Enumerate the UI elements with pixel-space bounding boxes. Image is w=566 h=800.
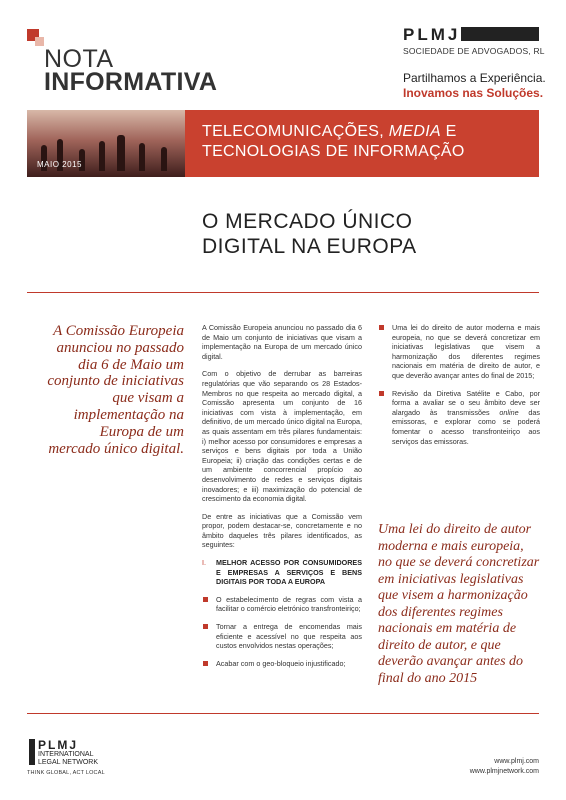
footer-tagline: THINK GLOBAL, ACT LOCAL: [27, 770, 105, 776]
body-paragraph: Com o objetivo de derrubar as barreiras regulatórias que vão separando os 28 Estados-Membros no que respeita ao mercado digital, a Comissão apresenta um conjunto de 16 iniciativas com vista à implementação, em definitivo, de um mercado único digital na Europa, as quais assentam em três pilares fundamentais: i) melhor acesso por consumidores e empresas a serviços e bens digitais por toda a União Europeia; ii) criação das condições certas e de um ambiente concorrencial propício ao desenvolvimento de redes e serviços digitais inovadores; e iii) maximização do potencial de crescimento da economia digital.: [202, 369, 362, 504]
bullet-square-icon: [203, 597, 208, 602]
body-column-right: [378, 323, 540, 454]
bullet-square-icon: [203, 624, 208, 629]
website-link-plmjnetwork[interactable]: www.plmjnetwork.com: [469, 768, 539, 775]
informativa-heading: INFORMATIVA: [44, 68, 218, 96]
pull-quote-left: A Comissão Europeia anunciou no passado dia 6 de Maio um conjunto de iniciativas que visam a implementação na Europa de um mercado único digital.: [47, 323, 184, 457]
list-item: O estabelecimento de regras com vista a facilitar o comércio eletrónico transfronteiriço;: [202, 595, 362, 614]
website-link-plmj[interactable]: www.plmj.com: [494, 758, 539, 765]
body-column-middle: [202, 323, 362, 676]
list-item: Revisão da Diretiva Satélite e Cabo, por forma a avaliar se o seu âmbito deve ser alargado às transmissões online das emissoras, e explorar como se poderá fomentar o acesso transfronteiriço aos serviços das emissoras.: [378, 389, 540, 447]
heading-number: I.: [202, 558, 206, 568]
bullet-square-icon: [379, 325, 384, 330]
article-title-line1: O MERCADO ÚNICO: [202, 210, 413, 233]
banner-title-line1: TELECOMUNICAÇÕES, MEDIA E: [202, 123, 457, 140]
body-paragraph: De entre as iniciativas que a Comissão vem propor, podem destacar-se, concretamente e no âmbito daqueles três pilares identificados, as seguintes:: [202, 511, 362, 550]
tagline-solutions: Inovamos nas Soluções.: [403, 86, 544, 100]
divider-bottom: [27, 713, 539, 714]
pull-quote-right: Uma lei do direito de autor moderna e mais europeia, no que se deverá concretizar em iniciativas legislativas que visem a harmonização dos diferentes regimes nacionais em matéria de direito de autor, e que deverão avançar antes do final do ano 2015: [378, 522, 540, 686]
nota-heading: NOTA: [44, 45, 114, 73]
divider-top: [27, 292, 539, 293]
plmj-logo: PLMJ: [403, 25, 461, 44]
bullet-square-icon: [379, 391, 384, 396]
issue-date: MAIO 2015: [37, 160, 82, 169]
logo-square-mark-light: [35, 37, 44, 46]
list-item: Acabar com o geo-bloqueio injustificado;: [202, 659, 362, 669]
bullet-square-icon: [203, 661, 208, 666]
list-item: Uma lei do direito de autor moderna e mais europeia, no que se deverá concretizar em iniciativas legislativas que visem a harmonização dos diferentes regimes nacionais em matéria de direito de autor, e que deverão avançar antes do final de 2015;: [378, 323, 540, 381]
heading-text: MELHOR ACESSO POR CONSUMIDORES E EMPRESAS A SERVIÇOS E BENS DIGITAIS POR TODA A EUROPA: [216, 558, 362, 587]
footer-network-line1: INTERNATIONAL: [38, 751, 94, 758]
list-item: Tornar a entrega de encomendas mais eficiente e acessível no que respeita aos custos envolvidos nestas operações;: [202, 622, 362, 651]
footer-logo-mark: [29, 739, 35, 765]
tagline-experience: Partilhamos a Experiência.: [403, 71, 546, 85]
numbered-heading: [202, 558, 362, 587]
footer-logo: PLMJ: [38, 738, 79, 752]
logo-bar: [461, 27, 539, 41]
footer-network-line2: LEGAL NETWORK: [38, 759, 99, 766]
logo-subtitle: SOCIEDADE DE ADVOGADOS, RL: [403, 46, 545, 56]
article-title-line2: DIGITAL NA EUROPA: [202, 235, 417, 258]
banner-title-line2: TECNOLOGIAS DE INFORMAÇÃO: [202, 143, 465, 160]
body-paragraph: A Comissão Europeia anunciou no passado dia 6 de Maio um conjunto de iniciativas que visam a implementação na Europa de um mercado único digital.: [202, 323, 362, 361]
